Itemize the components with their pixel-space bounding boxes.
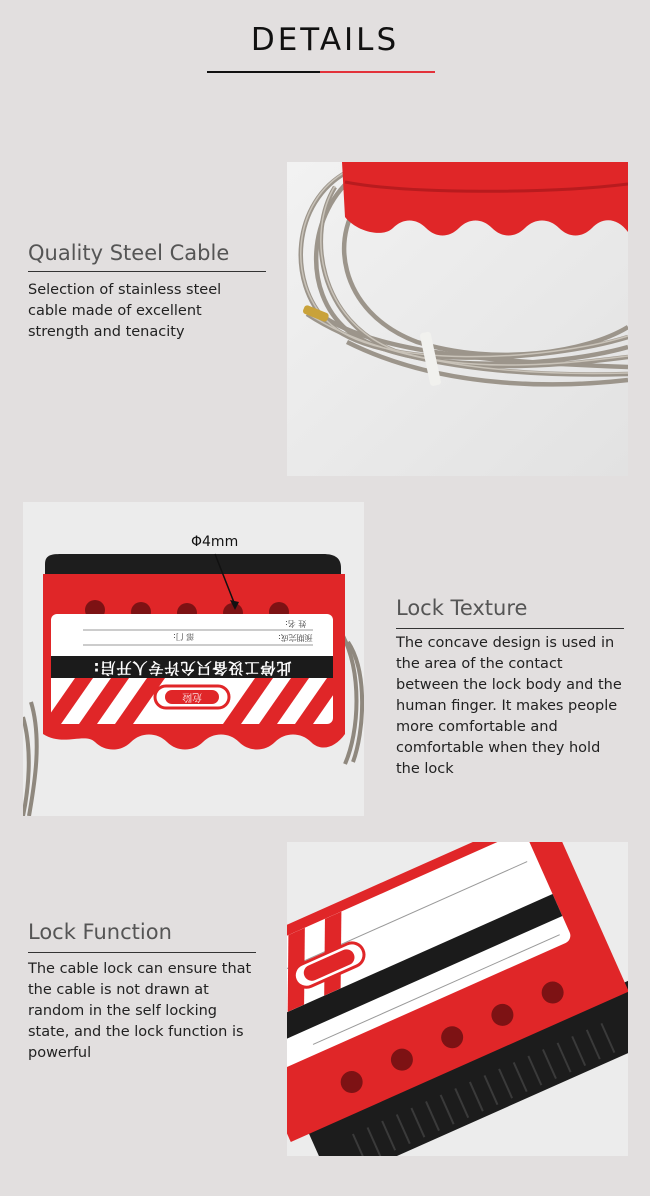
lock-label-banner: 此停工设备只允许专人开启: [92, 659, 292, 677]
section-heading: Lock Function [28, 920, 172, 944]
section-rule [28, 271, 266, 272]
lock-texture-photo [23, 502, 364, 816]
title-underline-dark [207, 71, 320, 73]
section-heading: Quality Steel Cable [28, 241, 230, 265]
lock-label-name-field: 姓 名: [285, 619, 307, 628]
section-text: The concave design is used in the area of the contact between the lock body and the human finger. It makes people more comfortable and comfortable when they hold the lock [396, 635, 622, 777]
section-rule [396, 628, 624, 629]
lock-function-photo [287, 842, 628, 1156]
lock-danger-badge: 危险 [182, 691, 202, 702]
section-text: The cable lock can ensure that the cable is not drawn at random in the self locking state, and the lock function is powerful [28, 961, 252, 1061]
lock-label-dept-field: 部 门: [173, 632, 195, 641]
section-text: Selection of stainless steel cable made of excellent strength and tenacity [28, 282, 222, 340]
section-rule [28, 952, 256, 953]
hole-diameter-annotation: Φ4mm [191, 534, 239, 550]
section-heading: Lock Texture [396, 596, 528, 620]
page-title: DETAILS [250, 22, 400, 58]
steel-cable-photo [287, 162, 628, 476]
lock-label-date-field: 预期完成: [278, 633, 313, 642]
title-underline-accent [320, 71, 435, 73]
